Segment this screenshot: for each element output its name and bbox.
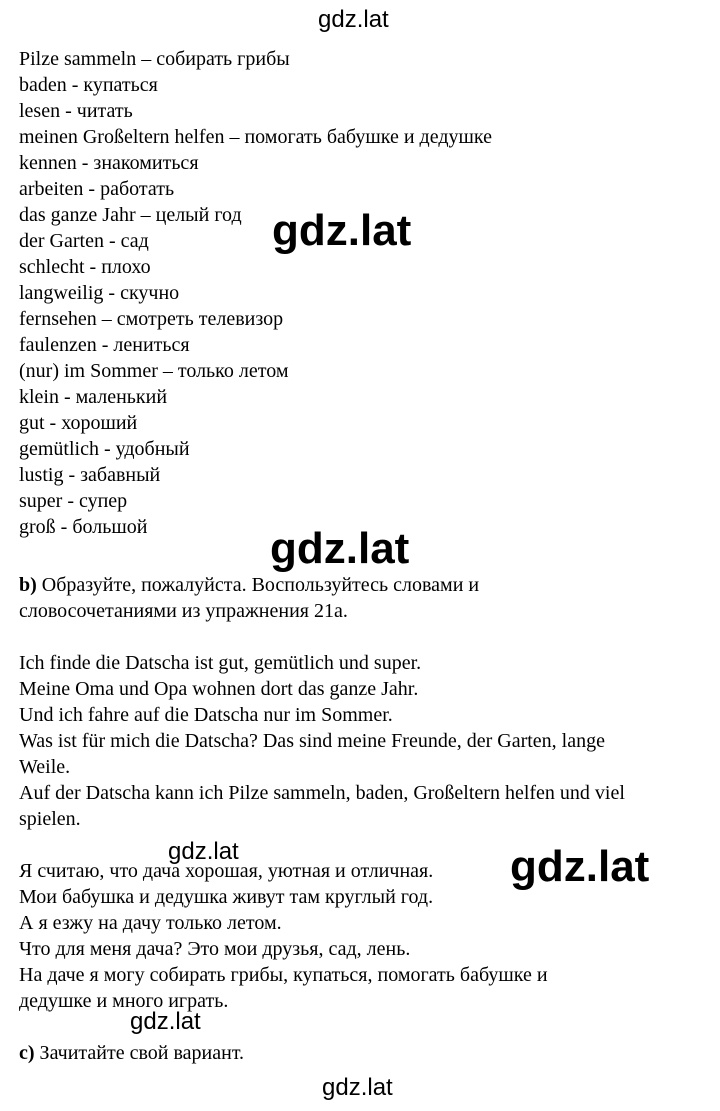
vocab-item: super - супер bbox=[19, 490, 128, 512]
vocab-item: (nur) im Sommer – только летом bbox=[19, 360, 289, 382]
german-line: Und ich fahre auf die Datscha nur im Sommer. bbox=[19, 704, 393, 726]
vocab-item: der Garten - сад bbox=[19, 230, 149, 252]
vocab-item: fernsehen – смотреть телевизор bbox=[19, 308, 284, 330]
vocab-item: schlecht - плохо bbox=[19, 256, 151, 278]
task-b-line-1 bbox=[19, 572, 479, 598]
task-c bbox=[19, 1040, 244, 1066]
vocab-item: faulenzen - лениться bbox=[19, 334, 190, 356]
vocab-item: kennen - знакомиться bbox=[19, 152, 199, 174]
vocab-item: gemütlich - удобный bbox=[19, 438, 190, 460]
german-line: Was ist für mich die Datscha? Das sind meine Freunde, der Garten, lange bbox=[19, 730, 605, 752]
vocab-item: baden - купаться bbox=[19, 74, 158, 96]
watermark: gdz.lat bbox=[270, 524, 410, 573]
russian-line: Что для меня дача? Это мои друзья, сад, лень. bbox=[19, 938, 411, 960]
watermark: gdz.lat bbox=[318, 6, 389, 33]
watermark: gdz.lat bbox=[168, 838, 239, 865]
watermark: gdz.lat bbox=[272, 206, 412, 255]
task-b-text: Образуйте, пожалуйста. Воспользуйтесь словами и bbox=[36, 574, 480, 596]
watermark: gdz.lat bbox=[130, 1008, 201, 1035]
vocab-item: Pilze sammeln – собирать грибы bbox=[19, 48, 290, 70]
german-line: Meine Oma und Opa wohnen dort das ganze Jahr. bbox=[19, 678, 419, 700]
russian-line: А я езжу на дачу только летом. bbox=[19, 912, 282, 934]
vocab-item: gut - хороший bbox=[19, 412, 138, 434]
task-c-marker: c) bbox=[19, 1042, 35, 1064]
task-b-marker: b) bbox=[19, 574, 37, 596]
vocab-item: klein - маленький bbox=[19, 386, 168, 408]
vocab-item: langweilig - скучно bbox=[19, 282, 180, 304]
russian-line: дедушке и много играть. bbox=[19, 990, 229, 1012]
vocab-item: lesen - читать bbox=[19, 100, 133, 122]
russian-line: Я считаю, что дача хорошая, уютная и отличная. bbox=[19, 860, 434, 882]
german-line: Weile. bbox=[19, 756, 71, 778]
task-c-text: Зачитайте свой вариант. bbox=[34, 1042, 245, 1064]
vocab-item: das ganze Jahr – целый год bbox=[19, 204, 242, 226]
russian-line: На даче я могу собирать грибы, купаться, помогать бабушке и bbox=[19, 964, 548, 986]
german-line: Auf der Datscha kann ich Pilze sammeln, baden, Großeltern helfen und viel bbox=[19, 782, 625, 804]
watermark: gdz.lat bbox=[322, 1074, 393, 1101]
vocab-item: arbeiten - работать bbox=[19, 178, 175, 200]
vocab-item: groß - большой bbox=[19, 516, 148, 538]
russian-line: Мои бабушка и дедушка живут там круглый год. bbox=[19, 886, 434, 908]
german-line: spielen. bbox=[19, 808, 81, 830]
task-b-line-2: словосочетаниями из упражнения 21a. bbox=[19, 600, 348, 622]
vocab-item: lustig - забавный bbox=[19, 464, 161, 486]
watermark: gdz.lat bbox=[510, 842, 650, 891]
german-line: Ich finde die Datscha ist gut, gemütlich und super. bbox=[19, 652, 422, 674]
vocab-item: meinen Großeltern helfen – помогать бабушке и дедушке bbox=[19, 126, 492, 148]
